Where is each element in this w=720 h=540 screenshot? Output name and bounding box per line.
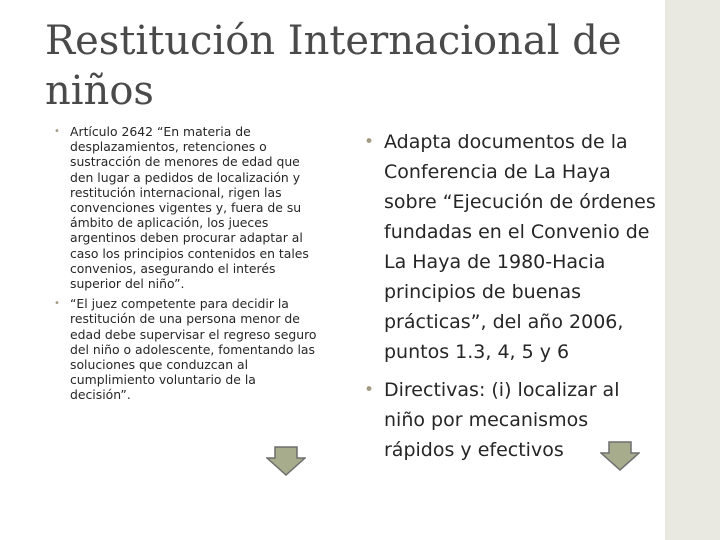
right-bullet-item-1 [364,127,664,367]
left-text-column [52,124,320,408]
bullet-marker: • [364,380,375,400]
right-bullet-text-2: Directivas: (i) localizar al niño por mecanismos rápidos y efectivos [384,379,620,461]
side-decoration-strip [665,0,720,540]
bullet-marker: • [54,298,60,310]
slide-title: Restitución Internacional de niños [45,18,622,114]
bullet-marker: • [364,132,375,152]
down-arrow-icon[interactable] [600,441,640,471]
left-bullet-list [52,124,320,403]
left-bullet-text-1: Artículo 2642 “En materia de desplazamientos, retenciones o sustracción de menores de edad que den lugar a pedidos de localización y restitución internacional, rigen las convenciones vigentes y, fuera de su ámbito de aplicación, los jueces argentinos deben procurar adaptar al caso los principios contenidos en tales convenios, asegurando el interés superior del niño”. [70,124,309,292]
right-bullet-text-1: Adapta documentos de la Conferencia de La Haya sobre “Ejecución de órdenes fundadas en el Convenio de La Haya de 1980-Hacia principios de buenas prácticas”, del año 2006, puntos 1.3, 4, 5 y 6 [384,131,656,363]
down-arrow-icon[interactable] [266,446,306,476]
bullet-marker: • [54,126,60,137]
left-bullet-text-2: “El juez competente para decidir la restitución de una persona menor de edad debe supervisar el regreso seguro del niño o adolescente, fomentando las soluciones que conduzcan al cumplimiento voluntario de la decisión”. [70,296,317,403]
left-bullet-item-1 [52,124,320,291]
left-bullet-item-2 [52,296,320,402]
right-text-column [364,127,664,473]
right-bullet-list [364,127,664,465]
